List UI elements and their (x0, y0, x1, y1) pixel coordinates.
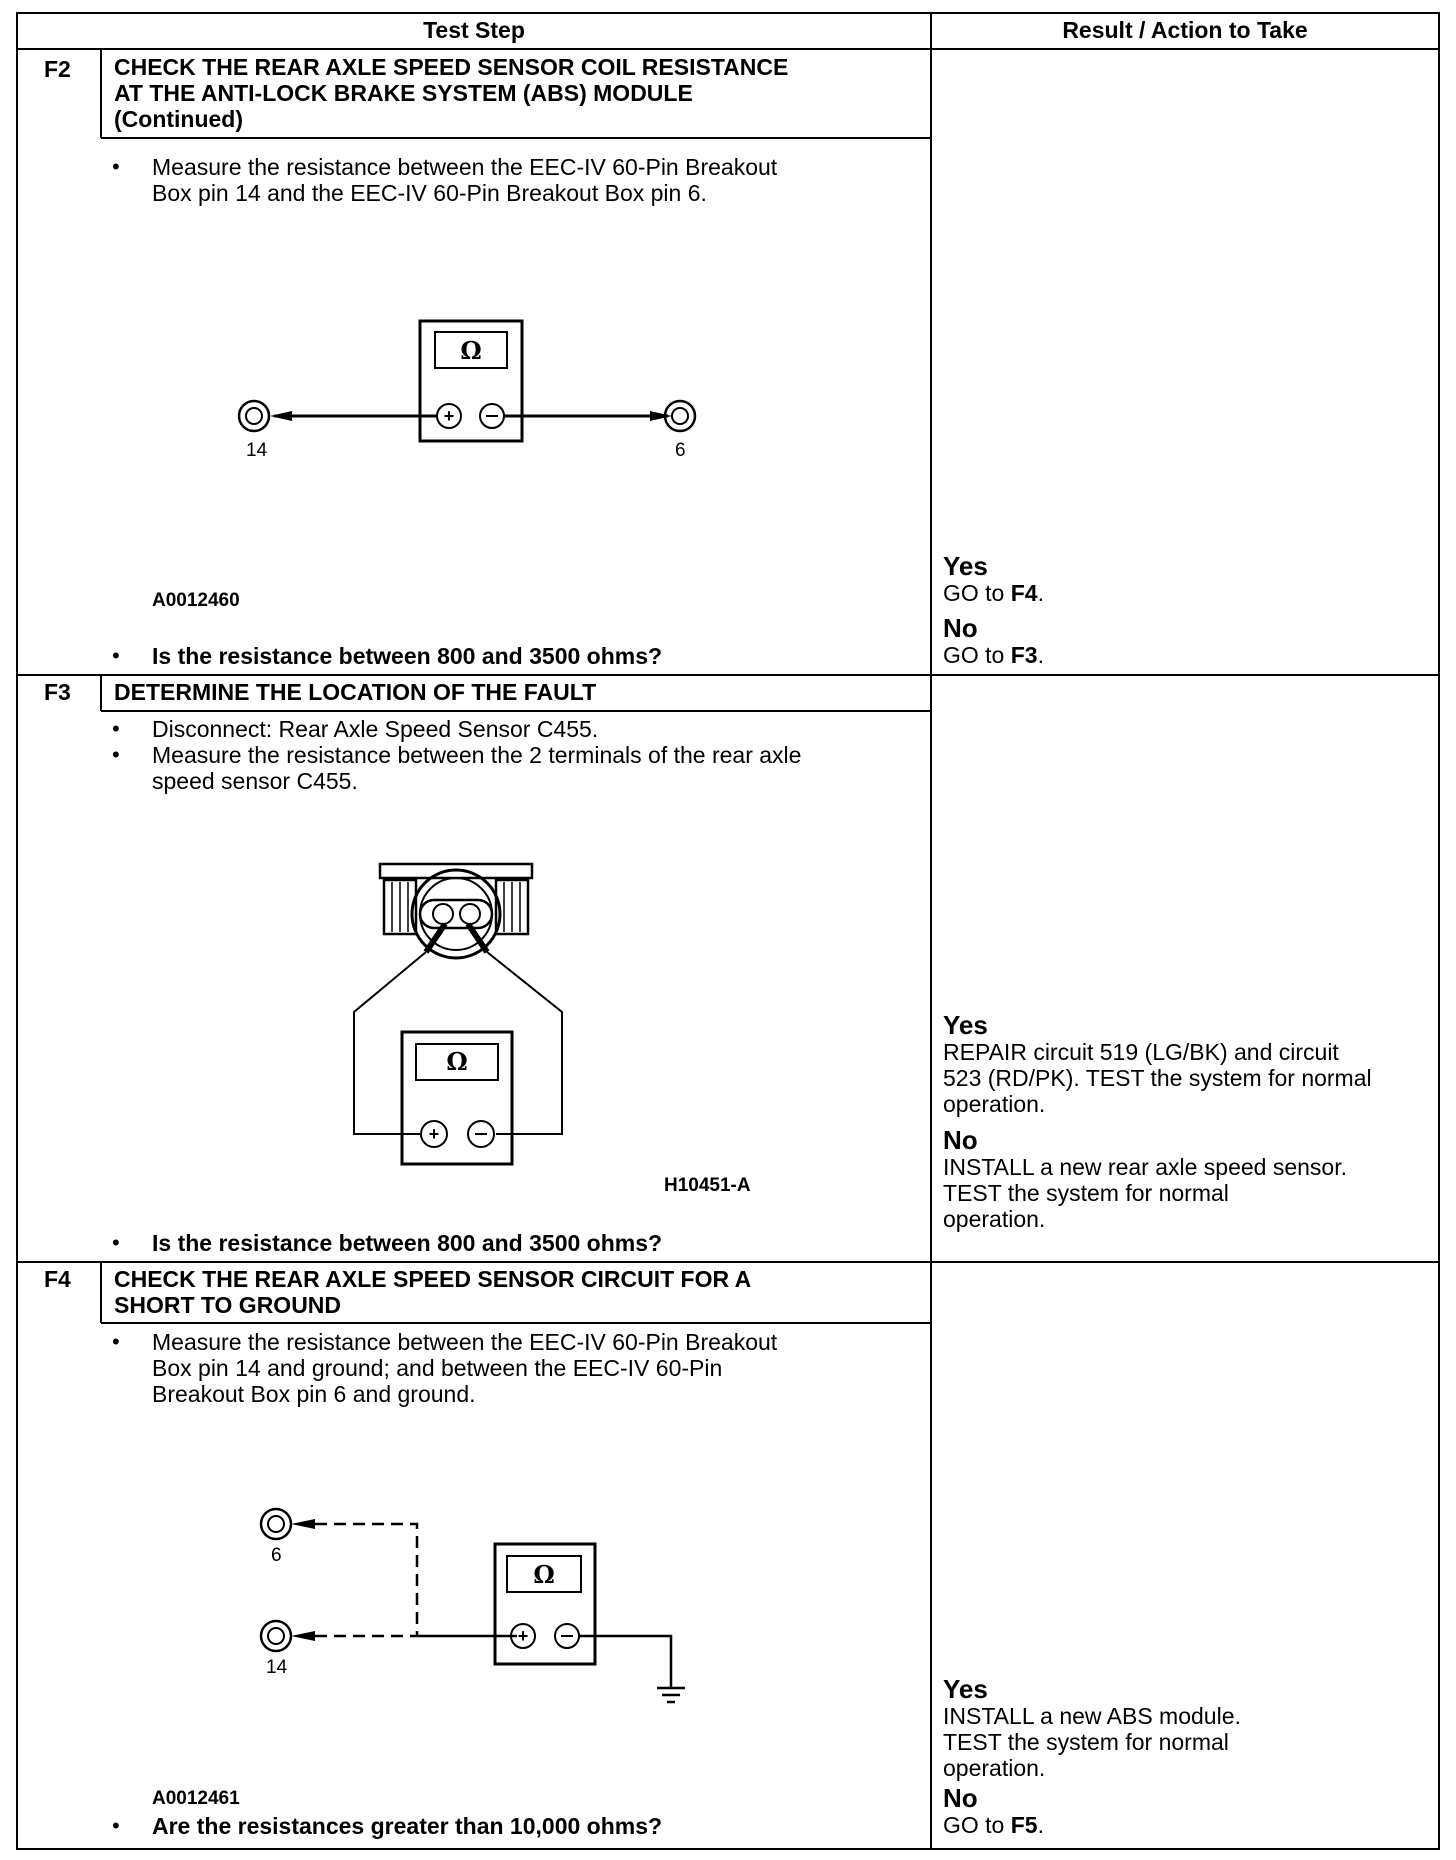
yes-action-f4: INSTALL a new ABS module. TEST the system for normal operation. (943, 1703, 1241, 1781)
step-title-f4: CHECK THE REAR AXLE SPEED SENSOR CIRCUIT FOR A SHORT TO GROUND (114, 1266, 752, 1318)
yes-action-f2: GO to F4. (943, 580, 1044, 606)
yes-label-f2: Yes (943, 551, 988, 581)
bullet-icon: • (112, 643, 120, 668)
step-question-f4: Are the resistances greater than 10,000 ohms? (152, 1813, 663, 1839)
header-test-step: Test Step (423, 17, 525, 43)
bullet-icon: • (112, 742, 120, 767)
sensor-connector-diagram-f3 (350, 862, 570, 1168)
ohm-symbol: Ω (446, 1047, 468, 1076)
bullet-icon: • (112, 154, 120, 179)
bullet-icon: • (112, 1813, 120, 1838)
step-instruction-f3-1: Disconnect: Rear Axle Speed Sensor C455. (152, 716, 599, 742)
bullet-icon: • (112, 1230, 120, 1255)
pin-label-6: 6 (271, 1545, 282, 1566)
step-title-f3: DETERMINE THE LOCATION OF THE FAULT (114, 679, 597, 705)
no-action-f2: GO to F3. (943, 642, 1044, 668)
ground-test-diagram-f4 (255, 1500, 695, 1730)
plus-terminal-icon: + (517, 1626, 529, 1646)
bullet-icon: • (112, 1329, 120, 1354)
yes-label-f4: Yes (943, 1674, 988, 1704)
yes-label-f3: Yes (943, 1010, 988, 1040)
step-instruction-f2: Measure the resistance between the EEC-IV 60-Pin Breakout Box pin 14 and the EEC-IV 60-Pin Breakout Box pin 6. (152, 154, 778, 206)
no-action-f4: GO to F5. (943, 1812, 1044, 1838)
step-question-f3: Is the resistance between 800 and 3500 ohms? (152, 1230, 663, 1256)
step-id-f2: F2 (44, 56, 71, 82)
ohm-symbol: Ω (533, 1560, 555, 1589)
pin-label-14: 14 (266, 1657, 288, 1678)
no-label-f3: No (943, 1125, 978, 1155)
header-result-action: Result / Action to Take (1062, 17, 1308, 43)
yes-action-f3: REPAIR circuit 519 (LG/BK) and circuit 523 (RD/PK). TEST the system for normal operation. (943, 1039, 1372, 1117)
no-label-f2: No (943, 613, 978, 643)
figure-code-f3: H10451-A (664, 1175, 751, 1196)
step-instruction-f4: Measure the resistance between the EEC-IV 60-Pin Breakout Box pin 14 and ground; and between the EEC-IV 60-Pin Breakout Box pin 6 and ground. (152, 1329, 778, 1407)
step-title-f2: CHECK THE REAR AXLE SPEED SENSOR COIL RESISTANCE AT THE ANTI-LOCK BRAKE SYSTEM (ABS) MODULE (Continued) (114, 54, 789, 132)
step-id-f4: F4 (44, 1266, 71, 1292)
pin-label-6: 6 (675, 440, 686, 461)
ohmmeter-diagram-f2 (230, 318, 710, 458)
plus-terminal-icon: + (428, 1124, 440, 1144)
no-action-f3: INSTALL a new rear axle speed sensor. TEST the system for normal operation. (943, 1154, 1347, 1232)
step-id-f3: F3 (44, 679, 71, 705)
step-question-f2: Is the resistance between 800 and 3500 ohms? (152, 643, 663, 669)
ohm-symbol: Ω (460, 336, 482, 365)
figure-code-f2: A0012460 (152, 590, 240, 611)
plus-terminal-icon: + (443, 406, 455, 426)
figure-code-f4: A0012461 (152, 1788, 240, 1809)
no-label-f4: No (943, 1783, 978, 1813)
step-instruction-f3-2: Measure the resistance between the 2 terminals of the rear axle speed sensor C455. (152, 742, 802, 794)
bullet-icon: • (112, 716, 120, 741)
pin-label-14: 14 (246, 440, 268, 461)
